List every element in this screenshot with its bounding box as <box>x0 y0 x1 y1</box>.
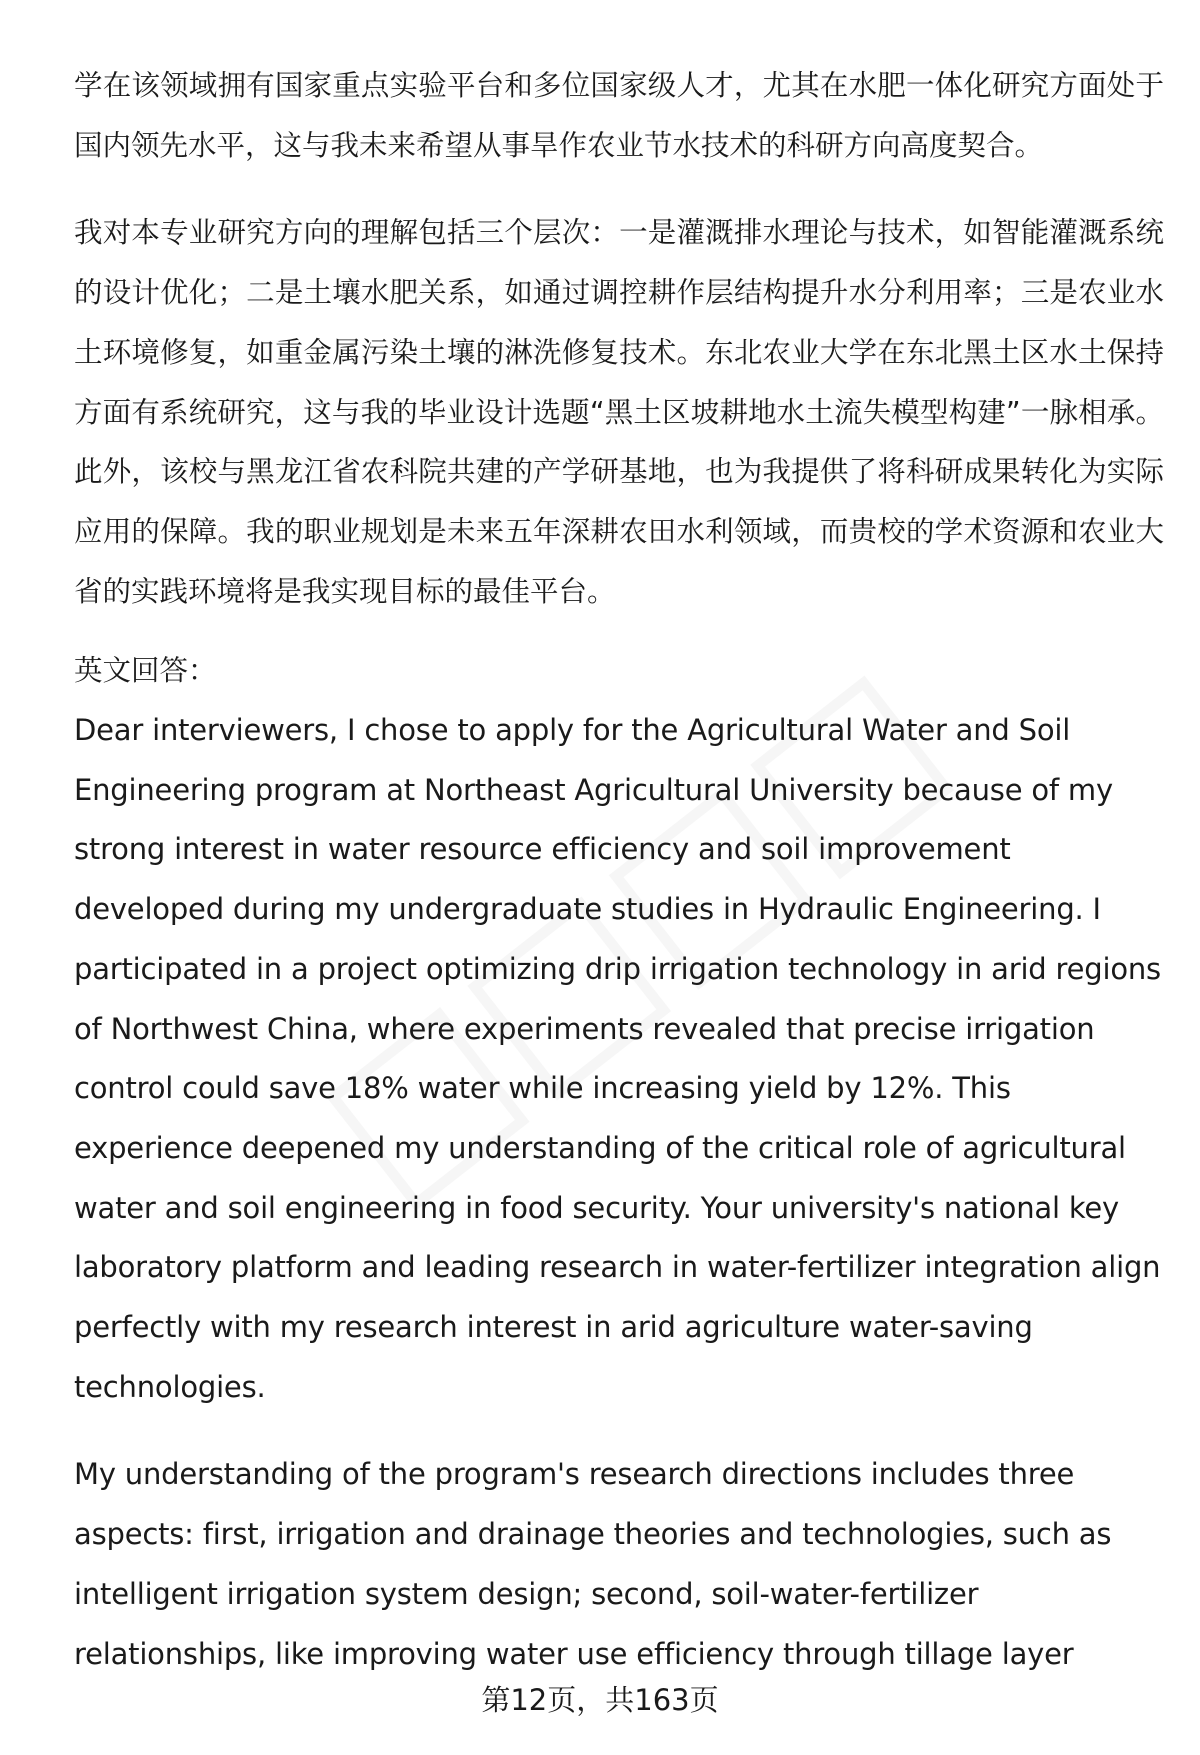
paragraph-cn-2: 我对本专业研究方向的理解包括三个层次：一是灌溉排水理论与技术，如智能灌溉系统的设计优化；二是土壤水肥关系，如通过调控耕作层结构提升水分利用率；三是农业水土环境修复，如重金属污染土壤的淋洗修复技术。东北农业大学在东北黑土区水土保持方面有系统研究，这与我的毕业设计选题“黑土区坡耕地水土流失模型构建”一脉相承。此外，该校与黑龙江省农科院共建的产学研基地，也为我提供了将科研成果转化为实际应用的保障。我的职业规划是未来五年深耕农田水利领域，而贵校的学术资源和农业大省的实践环境将是我实现目标的最佳平台。 <box>74 216 1164 608</box>
paragraph-en-2: My understanding of the program's research directions includes three aspects: first, irrigation and drainage theories and technologies, such as intelligent irrigation system design; second, soil-water-fertilizer relationships, like improving water use efficiency through tillage layer <box>74 1457 1112 1671</box>
page-content <box>74 56 1164 1684</box>
paragraph-en-1: Dear interviewers, I chose to apply for the Agricultural Water and Soil Engineering program at Northeast Agricultural University because of my strong interest in water resource efficiency and soil improvement developed during my undergraduate studies in Hydraulic Engineering. I participated in a project optimizing drip irrigation technology in arid regions of Northwest China, where experiments revealed that precise irrigation control could save 18% water while increasing yield by 12%. This experience deepened my understanding of the critical role of agricultural water and soil engineering in food security. Your university's national key laboratory platform and leading research in water-fertilizer integration align perfectly with my research interest in arid agriculture water-saving technologies. <box>74 713 1161 1404</box>
english-answer-label: 英文回答： <box>74 654 217 688</box>
paragraph-cn-1: 学在该领域拥有国家重点实验平台和多位国家级人才，尤其在水肥一体化研究方面处于国内领先水平，这与我未来希望从事旱作农业节水技术的科研方向高度契合。 <box>74 69 1164 162</box>
page-number-footer: 第12页，共163页 <box>481 1683 719 1717</box>
